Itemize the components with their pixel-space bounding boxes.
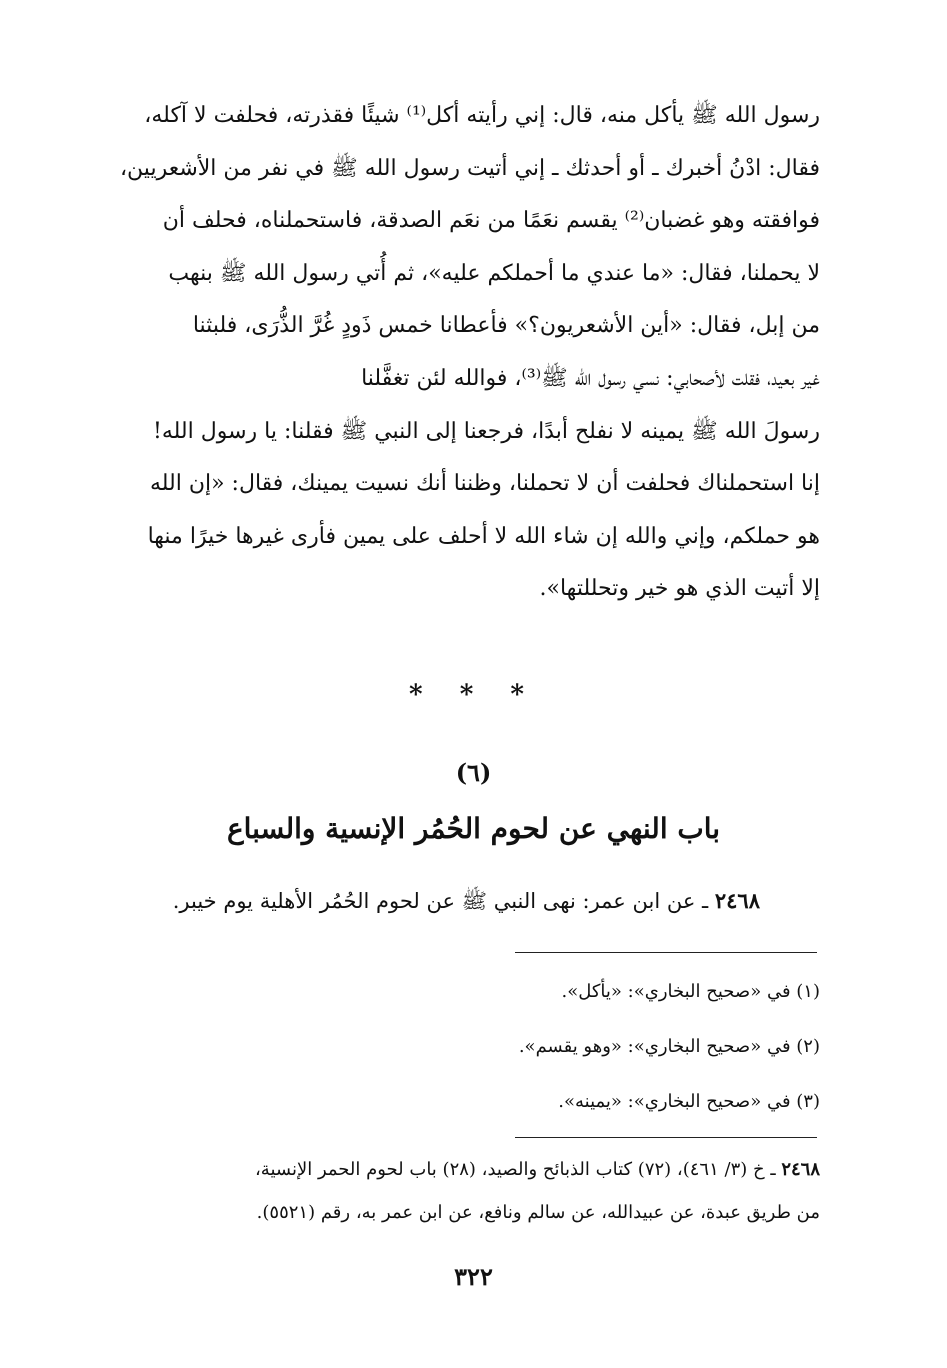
hadith-entry: [108, 884, 760, 918]
reference-divider: [515, 1137, 817, 1138]
text-line: من إبل، فقال: «أين الأشعريون؟» فأعطانا خمس ذَودٍ غُرَّ الذُّرَى، فلبثنا: [192, 313, 820, 339]
footnote-divider: [515, 952, 817, 953]
chapter-number: (٦): [455, 758, 492, 787]
text-line: غير بعيد، فقلت لأصحابي: نسي رسول الله ﷺ⁽³⁾، فوالله لئن تغفَّلنا: [361, 365, 820, 391]
text-line: إنا استحملناك فحلفت أن لا تحملنا، وظننا أنك نسيت يمينك، فقال: «إن الله: [149, 471, 820, 497]
text-line: رسول الله ﷺ يأكل منه، قال: إني رأيته أكل⁽¹⁾ شيئًا فقذرته، فحلفت لا آكله،: [144, 103, 820, 128]
footnote-item: (٣) في «صحيح البخاري»: «يمينه».: [558, 1091, 820, 1112]
hadith-text: ـ عن ابن عمر: نهى النبي ﷺ عن لحوم الحُمُر الأهلية يوم خيبر.: [172, 889, 715, 913]
chapter-title: باب النهي عن لحوم الحُمُر الإنسية والسباع: [226, 812, 721, 845]
page-number: ٣٢٢: [454, 1262, 493, 1291]
footnote-item: (٢) في «صحيح البخاري»: «وهو يقسم».: [518, 1036, 820, 1057]
hadith-number: ٢٤٦٨: [714, 888, 760, 913]
main-text-block: [108, 90, 820, 616]
text-line: لا يحملنا، فقال: «ما عندي ما أحملكم عليه»، ثم أُتي رسول الله ﷺ بنهب: [168, 260, 820, 286]
footnote-item: (١) في «صحيح البخاري»: «يأكل».: [561, 981, 820, 1002]
footnotes: [108, 970, 820, 1135]
text-line: فقال: ادْنُ أخبرك ـ أو أحدثك ـ إني أتيت رسول الله ﷺ في نفر من الأشعريين،: [119, 155, 820, 181]
text-line: فوافقته وهو غضبان⁽²⁾ يقسم نعَمًا من نعَم الصدقة، فاستحملناه، فحلف أن: [162, 208, 820, 234]
text-line: إلا أتيت الذي هو خير وتحللتها».: [539, 576, 820, 602]
reference-number: ٢٤٦٨: [781, 1159, 820, 1180]
reference-line-1: [108, 1148, 820, 1191]
reference-line-2: من طريق عبدة، عن عبيدالله، عن سالم ونافع، عن ابن عمر به، رقم (٥٥٢١).: [256, 1202, 820, 1223]
reference-text: ـ خ (٣/ ٤٦١)، (٧٢) كتاب الذبائح والصيد، (٢٨) باب لحوم الحمر الإنسية،: [255, 1159, 782, 1180]
reference-note: [108, 1148, 820, 1234]
section-separator: * * *: [409, 680, 538, 710]
text-line: رسولَ الله ﷺ يمينه لا نفلح أبدًا، فرجعنا إلى النبي ﷺ فقلنا: يا رسول الله!: [153, 418, 820, 444]
text-line: هو حملكم، وإني والله إن شاء الله لا أحلف على يمين فأرى غيرها خيرًا منها: [147, 523, 820, 549]
